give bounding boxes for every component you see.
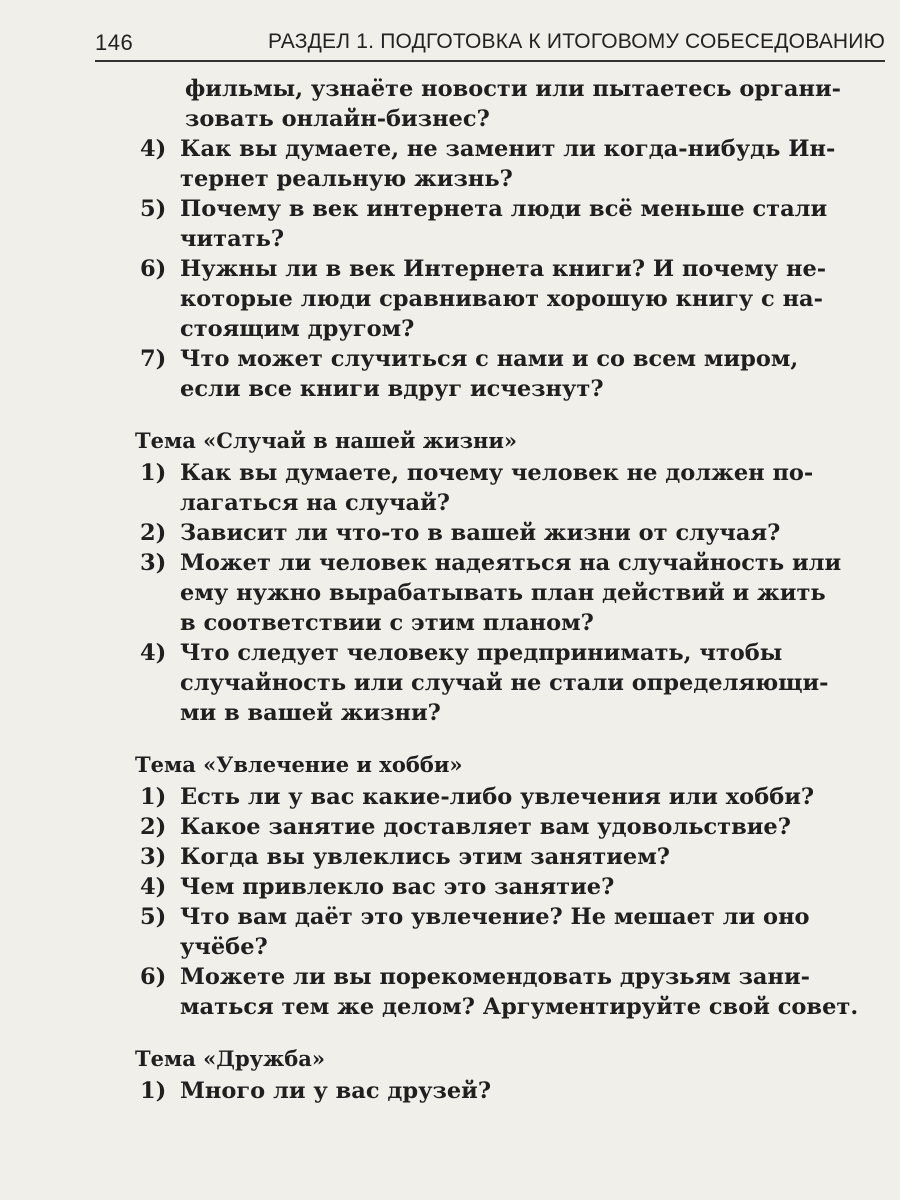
question-text [180,458,885,518]
topic-section [135,1044,885,1106]
question-item [135,458,885,518]
question-number: 2) [140,520,167,546]
question-item [135,962,885,1022]
question-text [180,344,885,404]
text-line: Чем привлекло вас это занятие? [180,874,615,900]
topic-sections [135,426,885,1106]
text-line: Что может случиться с нами и со всем миром, [180,346,799,372]
text-line: Как вы думаете, не заменит ли когда-нибудь Ин- [180,136,836,162]
text-line: лагаться на случай? [180,490,450,516]
topic-section [135,750,885,1022]
question-number: 7) [140,346,167,372]
text-line: Нужны ли в век Интернета книги? И почему не- [180,256,827,282]
question-item [135,638,885,728]
question-item [135,518,885,548]
question-text [180,638,885,728]
continuation-text [135,74,885,134]
text-line: Какое занятие доставляет вам удовольствие? [180,814,791,840]
running-title: РАЗДЕЛ 1. ПОДГОТОВКА К ИТОГОВОМУ СОБЕСЕДОВАНИЮ [267,30,885,53]
text-line: зовать онлайн-бизнес? [185,106,490,132]
text-line: в соответствии с этим планом? [180,610,594,636]
section-title: Тема «Увлечение и хобби» [135,752,463,777]
text-line: которые люди сравнивают хорошую книгу с на- [180,286,823,312]
question-number: 5) [140,904,167,930]
question-text [180,518,885,548]
text-line: тернет реальную жизнь? [180,166,513,192]
text-line: читать? [180,226,285,252]
question-item [135,872,885,902]
question-text [180,134,885,194]
text-line: Зависит ли что-то в вашей жизни от случая? [180,520,781,546]
question-text [180,254,885,344]
question-number: 1) [140,784,167,810]
text-line: учёбе? [180,934,268,960]
question-number: 6) [140,256,167,282]
question-item [135,1076,885,1106]
page-number: 146 [95,30,134,55]
question-number: 4) [140,874,167,900]
question-item [135,842,885,872]
text-line: ему нужно вырабатывать план действий и жить [180,580,826,606]
question-text [180,962,885,1022]
question-item [135,194,885,254]
page-header [95,30,885,62]
question-text [180,842,885,872]
text-line: маться тем же делом? Аргументируйте свой совет. [180,994,859,1020]
question-number: 4) [140,136,167,162]
question-number: 1) [140,1078,167,1104]
question-item [135,812,885,842]
topic-section [135,426,885,728]
text-line: Когда вы увлеклись этим занятием? [180,844,670,870]
text-line: Есть ли у вас какие-либо увлечения или хобби? [180,784,815,810]
question-number: 3) [140,550,167,576]
text-line: стоящим другом? [180,316,415,342]
question-text [180,194,885,254]
text-line: если все книги вдруг исчезнут? [180,376,604,402]
text-line: случайность или случай не стали определяющи- [180,670,829,696]
text-line: Много ли у вас друзей? [180,1078,492,1104]
section-title: Тема «Дружба» [135,1046,326,1071]
text-line: ми в вашей жизни? [180,700,441,726]
question-text [180,902,885,962]
text-line: Почему в век интернета люди всё меньше стали [180,196,828,222]
question-text [180,872,885,902]
question-number: 4) [140,640,167,666]
question-item [135,344,885,404]
question-item [135,782,885,812]
question-text [180,782,885,812]
question-number: 5) [140,196,167,222]
page-content [135,74,885,1106]
question-text [180,548,885,638]
question-number: 2) [140,814,167,840]
section-title: Тема «Случай в нашей жизни» [135,428,518,453]
text-line: Что следует человеку предпринимать, чтобы [180,640,783,666]
question-text [180,812,885,842]
question-item [135,134,885,194]
question-text [180,1076,885,1106]
question-number: 1) [140,460,167,486]
question-number: 6) [140,964,167,990]
question-item [135,902,885,962]
question-number: 3) [140,844,167,870]
question-item [135,254,885,344]
text-line: Можете ли вы порекомендовать друзьям зани- [180,964,811,990]
question-item [135,548,885,638]
text-line: Что вам даёт это увлечение? Не мешает ли оно [180,904,810,930]
text-line: Как вы думаете, почему человек не должен по- [180,460,814,486]
continued-question-list [135,134,885,404]
text-line: Может ли человек надеяться на случайность или [180,550,842,576]
text-line: фильмы, узнаёте новости или пытаетесь органи- [185,76,841,102]
